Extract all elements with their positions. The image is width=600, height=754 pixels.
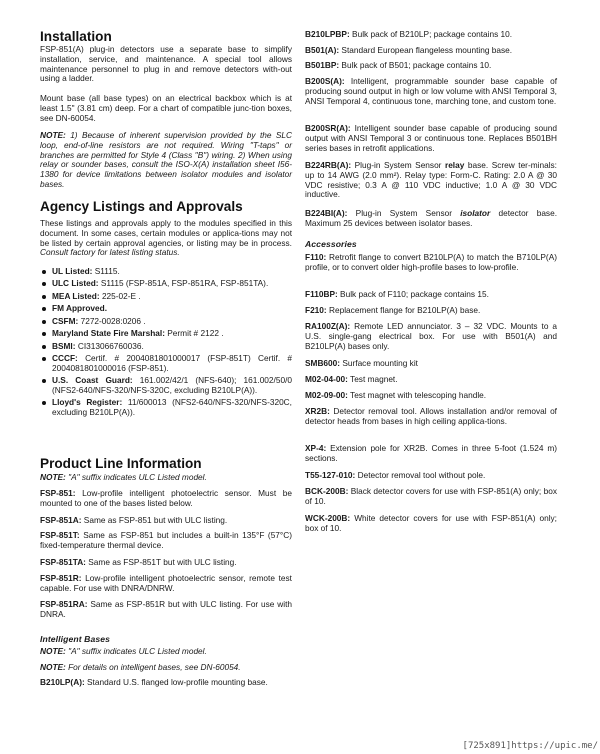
note-text: 1) Because of inherent supervision provided by the SLC loop, end-of-line resistors are not required. Wiring "T-taps" or branches are permitted for Style 4 (Class "B") wiring. 2) When using relay or sounder bases, consult the ISO-X(A) installation sheet I56-1380 for device limitations between isolator modules and isolator bases. bbox=[40, 130, 292, 189]
base-item bbox=[305, 61, 557, 71]
agency-list bbox=[40, 267, 292, 418]
item-label: B210LPBP: bbox=[305, 29, 350, 39]
item-value: S1115. bbox=[92, 266, 120, 276]
item-value-bold: isolator bbox=[460, 208, 491, 218]
base-item bbox=[305, 30, 557, 40]
item-value: base. Screw ter-minals: up to 14 AWG (2.0 mm²). Relay type: Form-C. Rating: 2.0 A @ 30 VDC resistive; 0.3 A @ 110 VDC inductive; 1.0 A @ 30 VDC inductive. bbox=[305, 160, 557, 200]
agency-intro-text: These listings and approvals apply to the modules specified in this document. In some cases, certain modules or applica-tions may not be listed by certain approval agencies, or listing may be in process. bbox=[40, 218, 292, 248]
item-value: Bulk pack of F110; package contains 15. bbox=[337, 289, 489, 299]
accessory-item bbox=[305, 487, 557, 507]
item-label: B224BI(A): bbox=[305, 208, 348, 218]
accessories-heading: Accessories bbox=[305, 239, 357, 249]
product-heading: Product Line Information bbox=[40, 456, 202, 471]
item-value: Surface mounting kit bbox=[340, 358, 418, 368]
item-label: B200SR(A): bbox=[305, 123, 351, 133]
item-value: Bulk pack of B210LP; package contains 10. bbox=[349, 29, 513, 39]
product-item bbox=[40, 574, 292, 594]
item-label: BSMI: bbox=[52, 340, 76, 351]
item-label: WCK-200B: bbox=[305, 513, 351, 523]
product-item bbox=[40, 678, 292, 688]
item-label: MEA Listed: bbox=[52, 290, 100, 301]
item-label: RA100Z(A): bbox=[305, 321, 351, 331]
item-label: U.S. Coast Guard: bbox=[52, 375, 133, 386]
product-item bbox=[40, 558, 292, 568]
item-value: Replacement flange for B210LP(A) base. bbox=[326, 305, 481, 315]
installation-para-1: FSP-851(A) plug-in detectors use a separate base to simplify installation, service, and maintenance. A special tool allows maintenance personnel to plug in and remove detectors with-out using a ladder. bbox=[40, 44, 292, 84]
item-value: Detector removal tool without pole. bbox=[355, 470, 486, 480]
item-label: SMB600: bbox=[305, 358, 341, 368]
item-value: White detector covers for use with FSP-851(A) only; box of 10. bbox=[305, 513, 557, 533]
intelligent-bases-heading: Intelligent Bases bbox=[40, 634, 110, 644]
item-label: FSP-851: bbox=[40, 488, 76, 498]
item-value: Same as FSP-851T but with ULC listing. bbox=[85, 557, 237, 567]
base-item bbox=[305, 209, 557, 229]
item-label: Maryland State Fire Marshal: bbox=[52, 328, 165, 339]
accessory-item bbox=[305, 375, 557, 385]
item-label: CSFM: bbox=[52, 315, 79, 326]
accessory-item bbox=[305, 306, 557, 316]
list-item bbox=[40, 342, 292, 352]
item-value: Test magnet. bbox=[347, 374, 398, 384]
item-label: XP-4: bbox=[305, 443, 327, 453]
list-item bbox=[40, 317, 292, 327]
intelligent-note-1 bbox=[40, 647, 292, 657]
item-label: Lloyd's Register: bbox=[52, 397, 123, 408]
item-label: ULC Listed: bbox=[52, 278, 99, 289]
note-text: "A" suffix indicates ULC Listed model. bbox=[65, 646, 207, 656]
item-value: Plug-in System Sensor bbox=[347, 208, 461, 218]
product-item bbox=[40, 489, 292, 509]
base-item bbox=[305, 124, 557, 153]
item-value: Intelligent sounder base capable of producing sound output with ANSI Temporal 3 or continuous tone. Replaces B501BH series bases in retrofit applications. bbox=[305, 123, 557, 153]
item-label: T55-127-010: bbox=[305, 470, 356, 480]
item-value: Bulk pack of B501; package contains 10. bbox=[339, 60, 492, 70]
item-label: B200S(A): bbox=[305, 76, 345, 86]
item-value: Detector removal tool. Allows installation and/or removal of detector heads from bases in high ceiling applica-tions. bbox=[305, 406, 557, 426]
product-item bbox=[40, 516, 292, 526]
list-item bbox=[40, 329, 292, 339]
item-label: B224RB(A): bbox=[305, 160, 352, 170]
note-label: NOTE: bbox=[40, 130, 66, 140]
item-label: FSP-851R: bbox=[40, 573, 82, 583]
item-value: Same as FSP-851R but with ULC listing. For use with DNRA. bbox=[40, 599, 292, 619]
accessory-item bbox=[305, 444, 557, 464]
item-value: Extension pole for XR2B. Comes in three 5-foot (1.524 m) sections. bbox=[305, 443, 557, 463]
accessory-item bbox=[305, 514, 557, 534]
accessory-item bbox=[305, 290, 557, 300]
item-value: Plug-in System Sensor bbox=[351, 160, 445, 170]
list-item bbox=[40, 354, 292, 374]
agency-intro-italic: Consult factory for latest listing status. bbox=[40, 247, 180, 258]
item-value: 161.002/42/1 (NFS-640); 161.002/50/0 (NFS2-640/NFS-320/NFS-320C, excluding B210LP(A)). bbox=[52, 375, 292, 395]
accessory-item bbox=[305, 253, 557, 273]
base-item bbox=[305, 77, 557, 106]
product-item bbox=[40, 600, 292, 620]
item-value: Same as FSP-851 but includes a built-in 135°F (57°C) fixed-temperature thermal device. bbox=[40, 530, 292, 550]
base-item bbox=[305, 161, 557, 200]
installation-note bbox=[40, 131, 292, 190]
item-label: F110BP: bbox=[305, 289, 338, 299]
item-label: XR2B: bbox=[305, 406, 330, 416]
base-item bbox=[305, 46, 557, 56]
item-value: 225-02-E . bbox=[99, 290, 141, 301]
item-label: UL Listed: bbox=[52, 266, 93, 276]
item-label: B501(A): bbox=[305, 45, 340, 55]
item-label: BCK-200B: bbox=[305, 486, 349, 496]
item-label: FSP-851TA: bbox=[40, 557, 86, 567]
item-label: F210: bbox=[305, 305, 327, 315]
agency-heading: Agency Listings and Approvals bbox=[40, 199, 243, 214]
item-label: F110: bbox=[305, 252, 327, 262]
installation-heading: Installation bbox=[40, 29, 112, 44]
item-value: Certif. # 2004081801000017 (FSP-851T) Certif. # 2004081801000016 (FSP-851). bbox=[52, 353, 292, 373]
list-item bbox=[40, 304, 292, 314]
item-label: CCCF: bbox=[52, 353, 78, 364]
list-item bbox=[40, 279, 292, 289]
item-value: Remote LED annunciator. 3 – 32 VDC. Mounts to a U.S. single-gang electrical box. For use with B501(A) and B210LP(A) bases only. bbox=[305, 321, 557, 351]
intelligent-note-2 bbox=[40, 663, 292, 673]
item-value: Intelligent, programmable sounder base capable of producing sound output in high or low volume with ANSI Temporal 3, ANSI Temporal 4, continuous tone, marching tone, and custom tone. bbox=[305, 76, 557, 106]
note-label: NOTE: bbox=[40, 662, 66, 672]
product-item bbox=[40, 531, 292, 551]
accessory-item bbox=[305, 359, 557, 369]
item-value: Low-profile intelligent photoelectric sensor. Must be mounted to one of the bases listed below. bbox=[40, 488, 292, 508]
item-value: CI313066760036. bbox=[75, 340, 144, 351]
list-item bbox=[40, 398, 292, 418]
item-label: M02-04-00: bbox=[305, 374, 348, 384]
item-value: detector base. Maximum 25 devices between isolator bases. bbox=[305, 208, 557, 228]
item-value-bold: relay bbox=[444, 160, 465, 170]
note-label: NOTE: bbox=[40, 472, 66, 482]
list-item bbox=[40, 292, 292, 302]
installation-para-2: Mount base (all base types) on an electrical backbox which is at least 1.5" (3.81 cm) deep. For a chart of compatible junc-tion boxes, see DN-60054. bbox=[40, 93, 292, 123]
item-value: Standard European flangeless mounting base. bbox=[339, 45, 513, 55]
item-value: Standard U.S. flanged low-profile mounting base. bbox=[84, 677, 268, 687]
item-label: FM Approved. bbox=[52, 303, 108, 314]
item-label: FSP-851T: bbox=[40, 530, 80, 540]
item-label: FSP-851A: bbox=[40, 515, 82, 525]
note-label: NOTE: bbox=[40, 646, 66, 656]
watermark-text: [725x891]https://upic.me/ bbox=[462, 741, 598, 751]
item-value: Permit # 2122 . bbox=[164, 328, 224, 339]
accessory-item bbox=[305, 407, 557, 427]
item-label: M02-09-00: bbox=[305, 390, 348, 400]
item-value: Retrofit flange to convert B210LP(A) to match the B710LP(A) profile, or to convert older high-profile bases to low-profile. bbox=[305, 252, 557, 272]
product-note bbox=[40, 473, 292, 483]
item-value: Low-profile intelligent photoelectric sensor, remote test capable. For use with DNRA/DNRW. bbox=[40, 573, 292, 593]
item-value: S1115 (FSP-851A, FSP-851RA, FSP-851TA). bbox=[98, 278, 269, 289]
list-item bbox=[40, 267, 292, 277]
note-text: For details on intelligent bases, see DN-60054. bbox=[65, 662, 241, 672]
item-label: FSP-851RA: bbox=[40, 599, 88, 609]
accessory-item bbox=[305, 391, 557, 401]
agency-intro bbox=[40, 219, 292, 258]
item-value: 11/600013 (NFS2-640/NFS-320/NFS-320C, excluding B210LP(A)). bbox=[52, 397, 292, 418]
item-value: 7272-0028:0206 . bbox=[78, 315, 146, 326]
note-text: "A" suffix indicates ULC Listed model. bbox=[65, 472, 207, 482]
item-value: Test magnet with telescoping handle. bbox=[347, 390, 487, 400]
accessory-item bbox=[305, 322, 557, 351]
accessory-item bbox=[305, 471, 557, 481]
item-value: Same as FSP-851 but with ULC listing. bbox=[81, 515, 228, 525]
item-label: B210LP(A): bbox=[40, 677, 85, 687]
list-item bbox=[40, 376, 292, 396]
item-label: B501BP: bbox=[305, 60, 340, 70]
item-value: Black detector covers for use with FSP-851(A) only; box of 10. bbox=[305, 486, 557, 506]
